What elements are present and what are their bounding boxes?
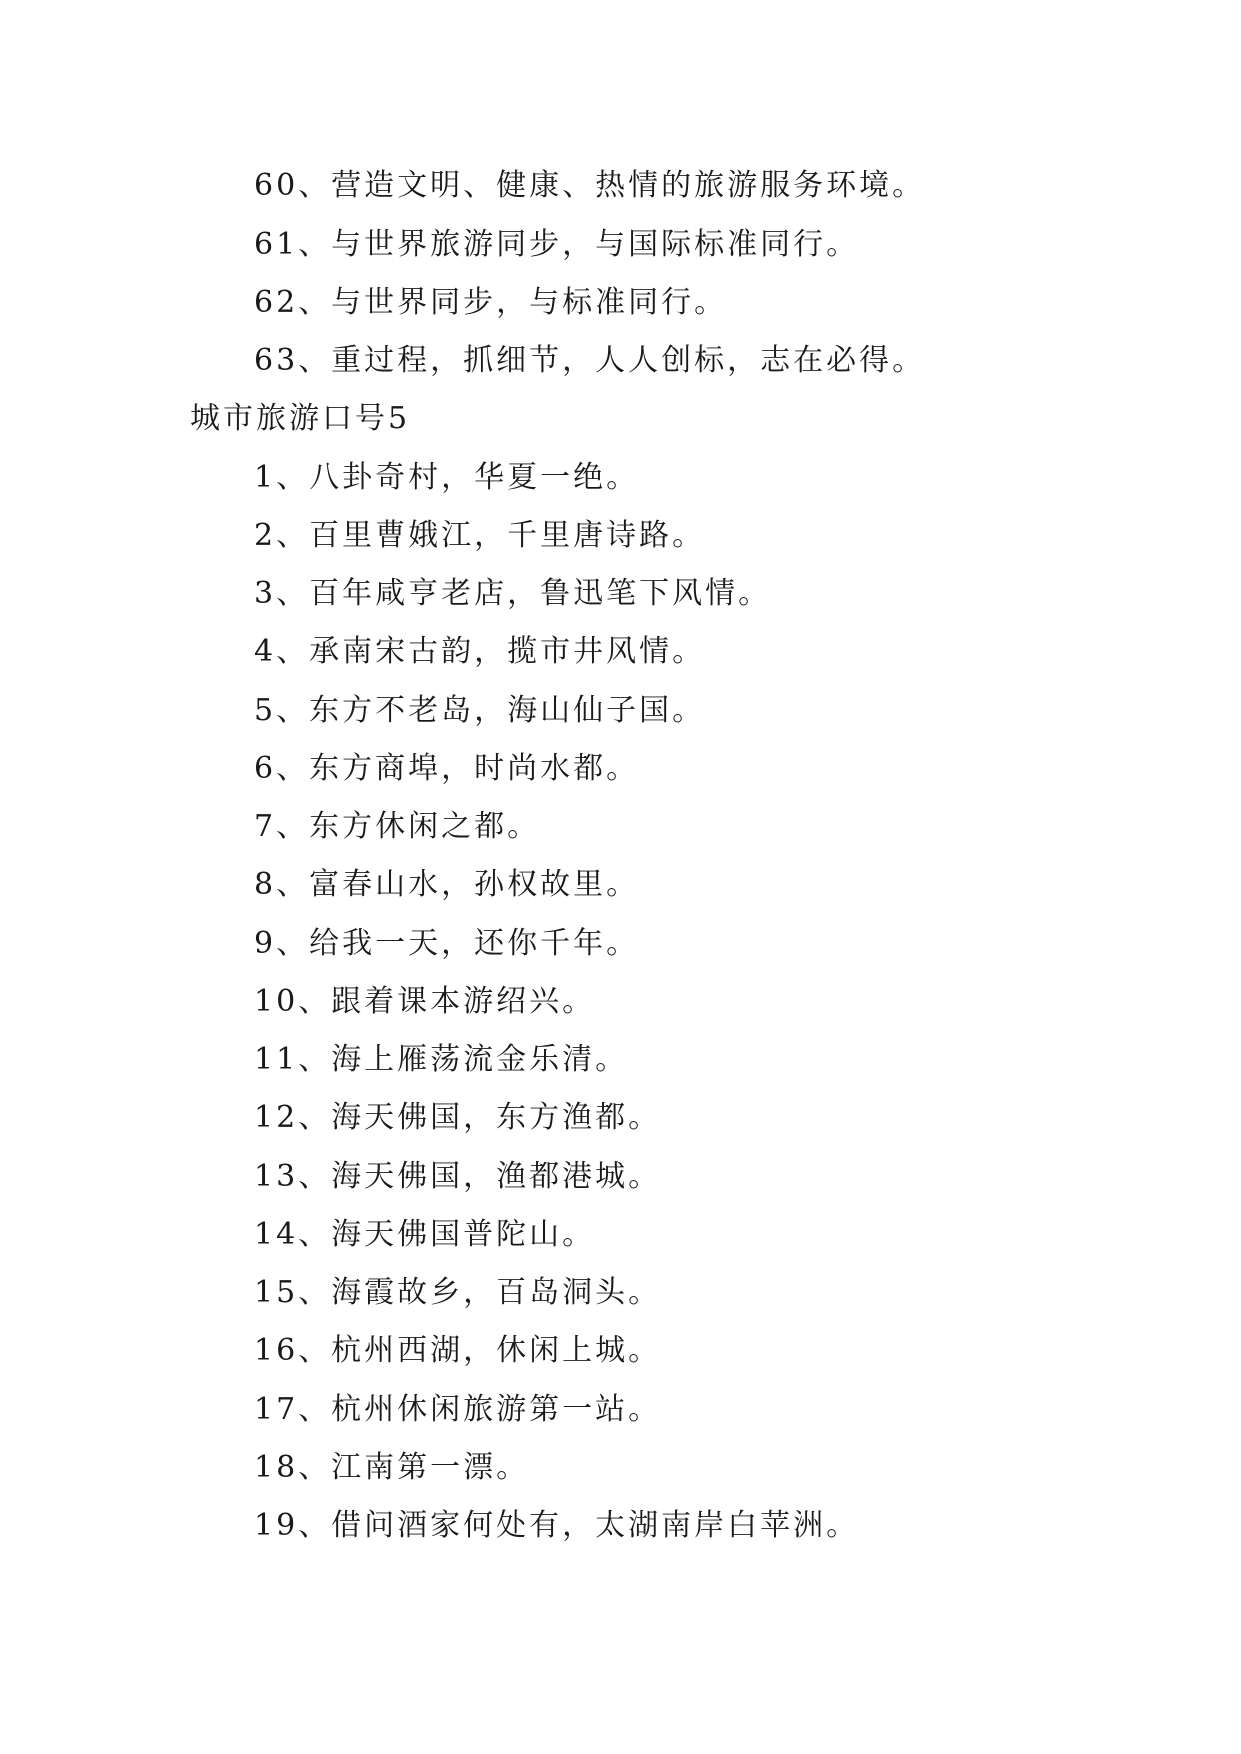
slogan-2: 2、百里曹娥江，千里唐诗路。: [254, 518, 706, 553]
slogan-9: 9、给我一天，还你千年。: [254, 926, 640, 961]
slogan-13: 13、海天佛国，渔都港城。: [254, 1159, 662, 1194]
slogan-62: 62、与世界同步，与标准同行。: [254, 285, 728, 320]
slogan-5: 5、东方不老岛，海山仙子国。: [254, 693, 706, 728]
slogan-7: 7、东方休闲之都。: [254, 809, 541, 844]
slogan-10: 10、跟着课本游绍兴。: [254, 984, 596, 1019]
slogan-16: 16、杭州西湖，休闲上城。: [254, 1333, 662, 1368]
slogan-15: 15、海霞故乡，百岛洞头。: [254, 1275, 662, 1310]
slogan-4: 4、承南宋古韵，揽市井风情。: [254, 634, 706, 669]
slogan-6: 6、东方商埠，时尚水都。: [254, 751, 640, 786]
slogan-61: 61、与世界旅游同步，与国际标准同行。: [254, 227, 860, 262]
slogan-12: 12、海天佛国，东方渔都。: [254, 1100, 662, 1135]
slogan-18: 18、江南第一漂。: [254, 1450, 530, 1485]
slogan-3: 3、百年咸亨老店，鲁迅笔下风情。: [254, 576, 772, 611]
slogan-8: 8、富春山水，孙权故里。: [254, 867, 640, 902]
section-heading: 城市旅游口号5: [190, 401, 411, 436]
slogan-11: 11、海上雁荡流金乐清。: [254, 1042, 629, 1077]
slogan-63: 63、重过程，抓细节，人人创标，志在必得。: [254, 343, 926, 378]
slogan-17: 17、杭州休闲旅游第一站。: [254, 1392, 662, 1427]
slogan-19: 19、借问酒家何处有，太湖南岸白苹洲。: [254, 1508, 860, 1543]
slogan-14: 14、海天佛国普陀山。: [254, 1217, 596, 1252]
slogan-1: 1、八卦奇村，华夏一绝。: [254, 460, 640, 495]
slogan-60: 60、营造文明、健康、热情的旅游服务环境。: [254, 168, 926, 203]
